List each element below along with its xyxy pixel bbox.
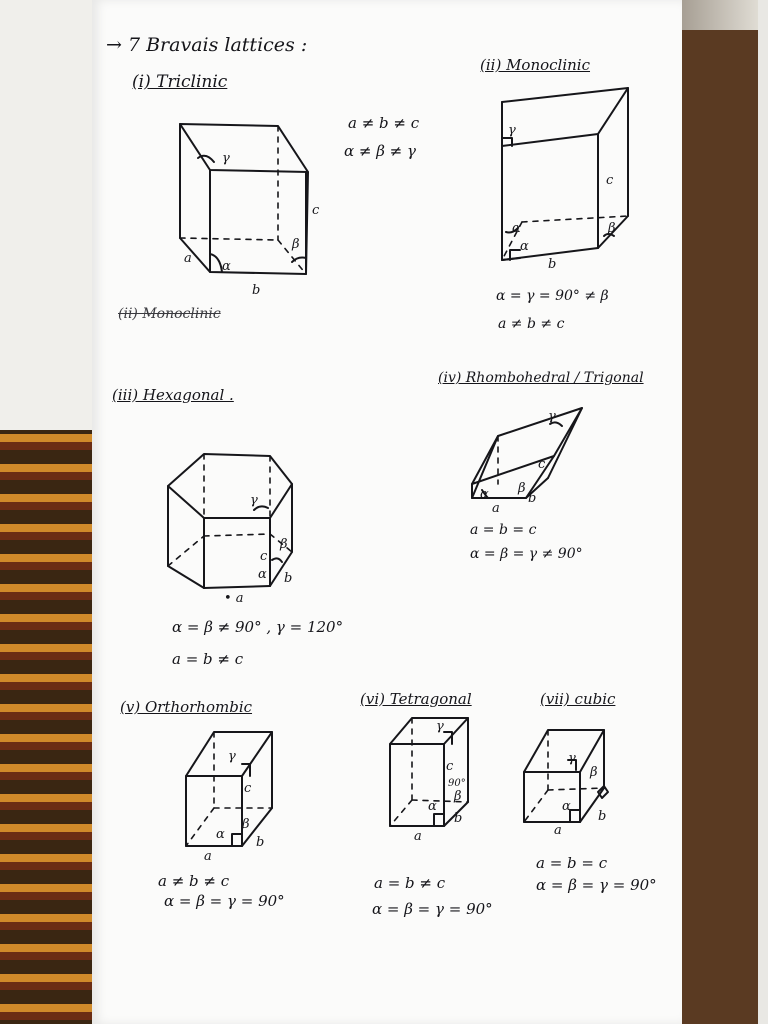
- hexagonal-label-c: c: [260, 549, 268, 564]
- triclinic-title: (i) Triclinic: [132, 72, 228, 92]
- rhombohedral-label-alpha: α: [480, 487, 489, 502]
- triclinic-label-c: c: [312, 203, 320, 218]
- crossed-out-heading: (ii) Monoclinic: [118, 306, 221, 322]
- hexagonal-label-beta: β: [280, 537, 288, 552]
- monoclinic-label-b: b: [548, 257, 557, 272]
- cubic-title: (vii) cubic: [540, 690, 616, 708]
- cubic-relation-1: a = b = c: [536, 854, 608, 872]
- tetragonal-label-a: a: [414, 829, 422, 844]
- tetragonal-title: (vi) Tetragonal: [360, 690, 472, 708]
- orthorhombic-label-gamma: γ: [228, 749, 236, 764]
- monoclinic-label-beta: β: [608, 221, 616, 236]
- rhombohedral-relation-2: α = β = γ ≠ 90°: [470, 546, 583, 562]
- monoclinic-relation-2: a ≠ b ≠ c: [498, 316, 565, 332]
- cubic-label-beta: β: [590, 765, 598, 780]
- hexagonal-label-gamma: γ: [250, 493, 258, 508]
- page-heading: → 7 Bravais lattices :: [106, 34, 308, 56]
- tetragonal-label-ninety: 90°: [448, 778, 466, 789]
- hexagonal-relation-1: α = β ≠ 90° , γ = 120°: [172, 618, 344, 636]
- cubic-label-b: b: [598, 809, 607, 824]
- triclinic-label-alpha: α: [222, 259, 231, 274]
- tetragonal-relation-2: α = β = γ = 90°: [372, 900, 493, 918]
- orthorhombic-label-beta: β: [242, 817, 250, 832]
- rhombohedral-label-gamma: γ: [548, 409, 556, 424]
- triclinic-label-b: b: [252, 283, 261, 298]
- triclinic-label-gamma: γ: [222, 151, 230, 166]
- tetragonal-label-beta: β: [454, 789, 462, 804]
- monoclinic-label-gamma: γ: [508, 123, 516, 138]
- orthorhombic-label-alpha: α: [216, 827, 225, 842]
- hexagonal-label-b: b: [284, 571, 293, 586]
- triclinic-relation-2: α ≠ β ≠ γ: [344, 142, 416, 160]
- triclinic-label-beta: β: [292, 237, 300, 252]
- triclinic-label-a: a: [184, 251, 192, 266]
- monoclinic-label-alpha2: α: [520, 239, 529, 254]
- hexagonal-label-a: • a: [224, 591, 244, 606]
- orthorhombic-label-c: c: [244, 781, 252, 796]
- cubic-relation-2: α = β = γ = 90°: [536, 876, 657, 894]
- monoclinic-label-alpha: α: [512, 221, 521, 236]
- orthorhombic-label-a: a: [204, 849, 212, 864]
- background-right: [758, 0, 768, 1024]
- triclinic-relation-1: a ≠ b ≠ c: [348, 114, 420, 132]
- cubic-label-alpha: α: [562, 799, 571, 814]
- cubic-label-a: a: [554, 823, 562, 838]
- tetragonal-relation-1: a = b ≠ c: [374, 874, 446, 892]
- monoclinic-relation-1: α = γ = 90° ≠ β: [496, 288, 609, 304]
- rhombohedral-label-b: b: [528, 491, 537, 506]
- monoclinic-label-c: c: [606, 173, 614, 188]
- rhombohedral-title: (iv) Rhombohedral / Trigonal: [438, 370, 644, 386]
- rhombohedral-label-beta: β: [518, 481, 526, 496]
- hexagonal-label-alpha: α: [258, 567, 267, 582]
- notebook-page: [92, 0, 682, 1024]
- tetragonal-label-c: c: [446, 759, 454, 774]
- tetragonal-label-gamma: γ: [436, 719, 444, 734]
- rhombohedral-label-c: c: [538, 457, 546, 472]
- orthorhombic-title: (v) Orthorhombic: [120, 698, 253, 716]
- background-left-fabric: [0, 0, 100, 1024]
- orthorhombic-label-b: b: [256, 835, 265, 850]
- hexagonal-relation-2: a = b ≠ c: [172, 650, 244, 668]
- cubic-label-gamma: γ: [568, 751, 576, 766]
- rhombohedral-relation-1: a = b = c: [470, 522, 537, 538]
- orthorhombic-relation-2: α = β = γ = 90°: [164, 892, 285, 910]
- tetragonal-label-alpha: α: [428, 799, 437, 814]
- monoclinic-title: (ii) Monoclinic: [480, 56, 591, 74]
- orthorhombic-relation-1: a ≠ b ≠ c: [158, 872, 230, 890]
- hexagonal-title: (iii) Hexagonal .: [112, 386, 234, 404]
- rhombohedral-label-a: a: [492, 501, 500, 516]
- tetragonal-label-b: b: [454, 811, 463, 826]
